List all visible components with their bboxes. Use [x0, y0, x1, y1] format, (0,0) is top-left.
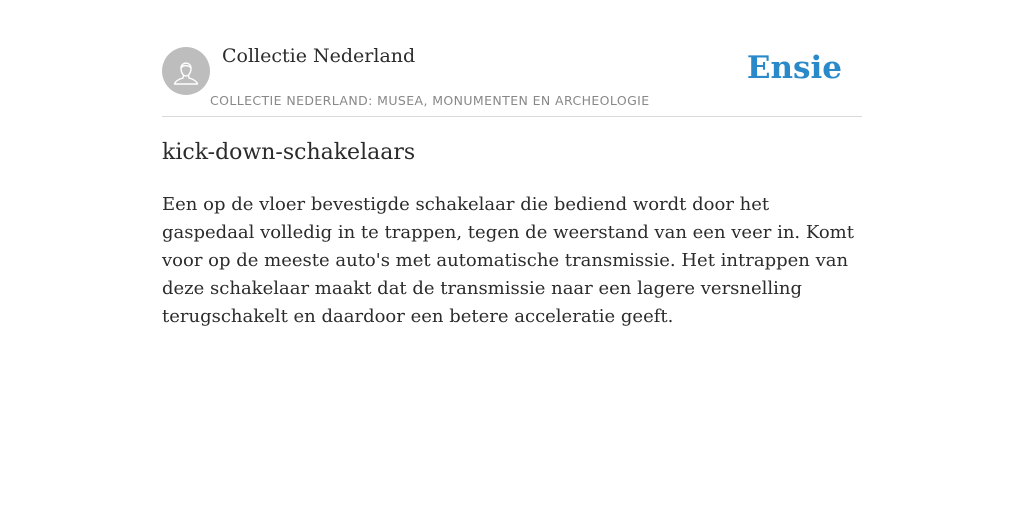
- author-avatar[interactable]: [162, 47, 210, 95]
- collection-label: COLLECTIE NEDERLAND: MUSEA, MONUMENTEN EN ARCHEOLOGIE: [210, 93, 650, 108]
- author-name-link[interactable]: Collectie Nederland: [222, 45, 416, 67]
- entry-header: [162, 0, 862, 117]
- ensie-logo-link[interactable]: Ensie: [746, 50, 842, 86]
- entry-card: [162, 0, 862, 327]
- user-silhouette-icon: [162, 47, 210, 95]
- entry-definition: Een op de vloer bevestigde schakelaar die bediend wordt door het gaspedaal volledig in te trappen, tegen de weerstand van een veer in. Komt voor op de meeste auto's met automatische transmissie. Het intrappen van deze schakelaar maakt dat de transmissie naar een lagere versnelling terugschakelt en daardoor een betere acceleratie geeft.: [162, 194, 854, 327]
- entry-title: kick-down-schakelaars: [162, 140, 416, 165]
